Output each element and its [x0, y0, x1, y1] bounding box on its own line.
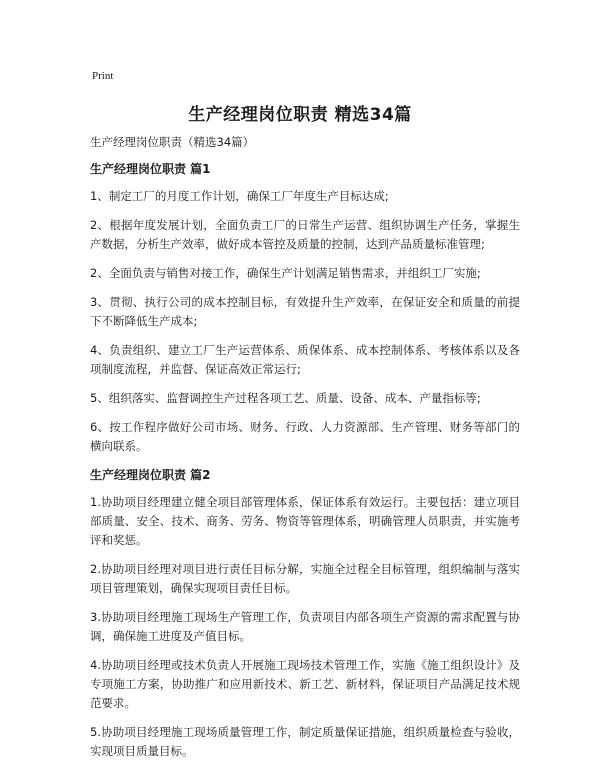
section-heading: 生产经理岗位职责 篇2 [90, 468, 211, 482]
paragraph: 1.协助项目经理建立健全项目部管理体系，保证体系有效运行。主要包括：建立项目部质量、安全、技术、商务、劳务、物资等管理体系，明确管理人员职责，并实施考评和奖惩。 [90, 495, 520, 547]
paragraph: 2、全面负责与销售对接工作，确保生产计划满足销售需求，并组织工厂实施; [90, 266, 481, 280]
paragraph: 3、贯彻、执行公司的成本控制目标，有效提升生产效率，在保证安全和质量的前提下不断降低生产成本; [90, 295, 520, 328]
paragraph: 5.协助项目经理施工现场质量管理工作，制定质量保证措施，组织质量检查与验收，实现项目质量目标。 [90, 725, 520, 758]
section-1 [90, 160, 520, 456]
paragraph: 2.协助项目经理对项目进行责任目标分解，实施全过程全目标管理，组织编制与落实项目管理策划，确保实现项目责任目标。 [90, 562, 520, 595]
paragraph: 4.协助项目经理或技术负责人开展施工现场技术管理工作，实施《施工组织设计》及专项施工方案，协助推广和应用新技术、新工艺、新材料，保证项目产品满足技术规范要求。 [90, 658, 520, 710]
document-title: 生产经理岗位职责 精选34篇 [188, 105, 412, 125]
section-heading: 生产经理岗位职责 篇1 [90, 162, 211, 176]
paragraph: 1、制定工厂的月度工作计划，确保工厂年度生产目标达成; [90, 189, 389, 203]
section-2 [90, 466, 520, 761]
print-label[interactable]: Print [92, 70, 114, 82]
paragraph: 3.协助项目经理施工现场生产管理工作，负责项目内部各项生产资源的需求配置与协调，确保施工进度及产值目标。 [90, 610, 520, 643]
paragraph: 2、根据年度发展计划，全面负责工厂的日常生产运营、组织协调生产任务，掌握生产数据，分析生产效率，做好成本管控及质量的控制，达到产品质量标准管理; [90, 218, 520, 251]
paragraph: 6、按工作程序做好公司市场、财务、行政、人力资源部、生产管理、财务等部门的横向联系。 [90, 420, 520, 453]
paragraph: 5、组织落实、监督调控生产过程各项工艺、质量、设备、成本、产量指标等; [90, 391, 481, 405]
paragraph: 4、负责组织、建立工厂生产运营体系、质保体系、成本控制体系、考核体系以及各项制度流程，并监督、保证高效正常运行; [90, 343, 520, 376]
document-body [90, 133, 520, 771]
document-subtitle: 生产经理岗位职责（精选34篇） [90, 135, 255, 149]
